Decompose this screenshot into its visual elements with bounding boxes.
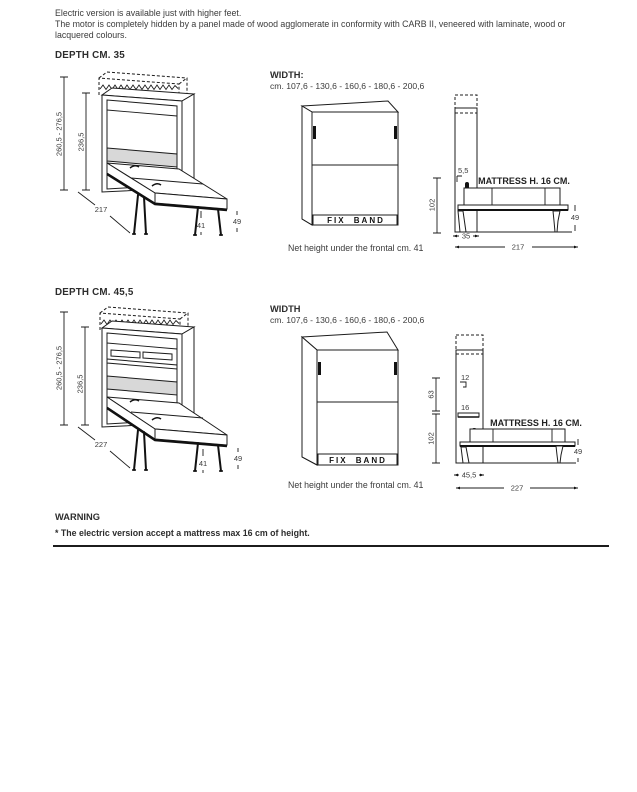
warning-text: * The electric version accept a mattress max 16 cm of height. (55, 528, 310, 538)
dim-upper-height (427, 378, 441, 411)
dim-label-12: 12 (461, 373, 470, 382)
bed-foot (556, 446, 563, 463)
intro-paragraph (55, 8, 565, 41)
dim-label-cabinet-height: 236,5 (76, 132, 86, 152)
hinge-right (394, 126, 397, 139)
dim-depth-leader (78, 427, 130, 468)
intro-line-1: Electric version is available just with higher feet. (55, 8, 242, 18)
dim-label-net-height: 41 (196, 221, 206, 230)
dim-depth-leader (78, 192, 130, 233)
hinge-right (394, 362, 397, 375)
dim-label-63: 63 (426, 390, 436, 399)
dim-label-depth: 227 (94, 440, 108, 449)
section-title-depth-35: DEPTH CM. 35 (55, 50, 125, 61)
section-title-depth-45: DEPTH CM. 45,5 (55, 287, 134, 298)
dim-label-top-offset: 5,5 (458, 166, 469, 175)
hinge-left (318, 362, 321, 375)
fold-out-bed (107, 163, 227, 235)
dim-cabinet-height (76, 327, 90, 425)
dim-label-49: 49 (573, 447, 583, 456)
diagram-side-view-depth35 (420, 88, 600, 258)
fix-band-label: FIX BAND (327, 216, 385, 225)
diagram-open-bed-depth45 (48, 300, 258, 500)
dim-label-net-height: 41 (198, 459, 208, 468)
net-height-note-45: Net height under the frontal cm. 41 (288, 480, 424, 490)
cabinet-front (302, 101, 398, 225)
dim-label-foot-height: 49 (232, 217, 242, 226)
dim-label-217: 217 (511, 242, 525, 252)
dim-net-height (199, 449, 207, 473)
dim-label-49: 49 (570, 213, 580, 222)
dim-foot-height-side (571, 205, 579, 231)
dim-label-227: 227 (510, 483, 524, 493)
mattress (470, 429, 565, 442)
mattress-label: MATTRESS H. 16 CM. (490, 418, 582, 428)
dim-panel-depth (453, 232, 479, 241)
dim-label-cabinet-height: 236,5 (75, 374, 85, 394)
dim-label-depth: 217 (94, 205, 108, 214)
dim-label-102: 102 (426, 432, 436, 445)
intro-line-3: lacquered colours. (55, 30, 127, 40)
diagram-open-bed-depth35 (48, 64, 258, 264)
dim-total-height-range (55, 312, 69, 425)
dim-total-depth (455, 243, 578, 252)
net-height-note-35: Net height under the frontal cm. 41 (288, 243, 424, 253)
bed-foot (553, 211, 560, 232)
width-values-35: cm. 107,6 - 130,6 - 160,6 - 180,6 - 200,6 (270, 81, 425, 91)
dim-label-height-range: 260,5 - 276,5 (54, 345, 64, 391)
dim-label-foot-height: 49 (233, 454, 243, 463)
pillow (143, 352, 172, 360)
dim-cabinet-height (77, 93, 91, 190)
pillow (111, 350, 140, 358)
dim-foot-height (233, 211, 241, 232)
dim-total-height-range (55, 77, 69, 190)
intro-line-2: The motor is completely hidden by a panel made of wood agglomerate in conformity with CARB II, veneered with laminate, wood or (55, 19, 566, 29)
dim-label-35: 35 (461, 231, 471, 241)
warning-title: WARNING (55, 512, 100, 522)
dim-lower-height (428, 178, 442, 233)
mattress (464, 188, 560, 205)
width-title-45: WIDTH (270, 304, 301, 314)
bottom-rule (53, 545, 609, 547)
dim-label-102: 102 (427, 198, 437, 212)
width-title-35: WIDTH: (270, 70, 304, 80)
mattress-label: MATTRESS H. 16 CM. (478, 176, 570, 186)
dim-panel-depth (454, 471, 484, 480)
diagram-side-view-depth45 (420, 325, 600, 500)
dim-lower-height (427, 414, 441, 463)
hinge-left (313, 126, 316, 139)
dim-label-16: 16 (461, 403, 470, 412)
width-values-45: cm. 107,6 - 130,6 - 160,6 - 180,6 - 200,6 (270, 315, 425, 325)
dim-foot-height (234, 448, 242, 469)
cabinet-front (302, 332, 398, 465)
dim-label-height-range: 260,5 - 276,5 (54, 111, 64, 157)
fold-out-bed (107, 397, 227, 471)
dim-label-45-5: 45,5 (461, 470, 477, 480)
fix-band-label: FIX BAND (329, 456, 387, 465)
dim-total-depth (456, 484, 578, 493)
